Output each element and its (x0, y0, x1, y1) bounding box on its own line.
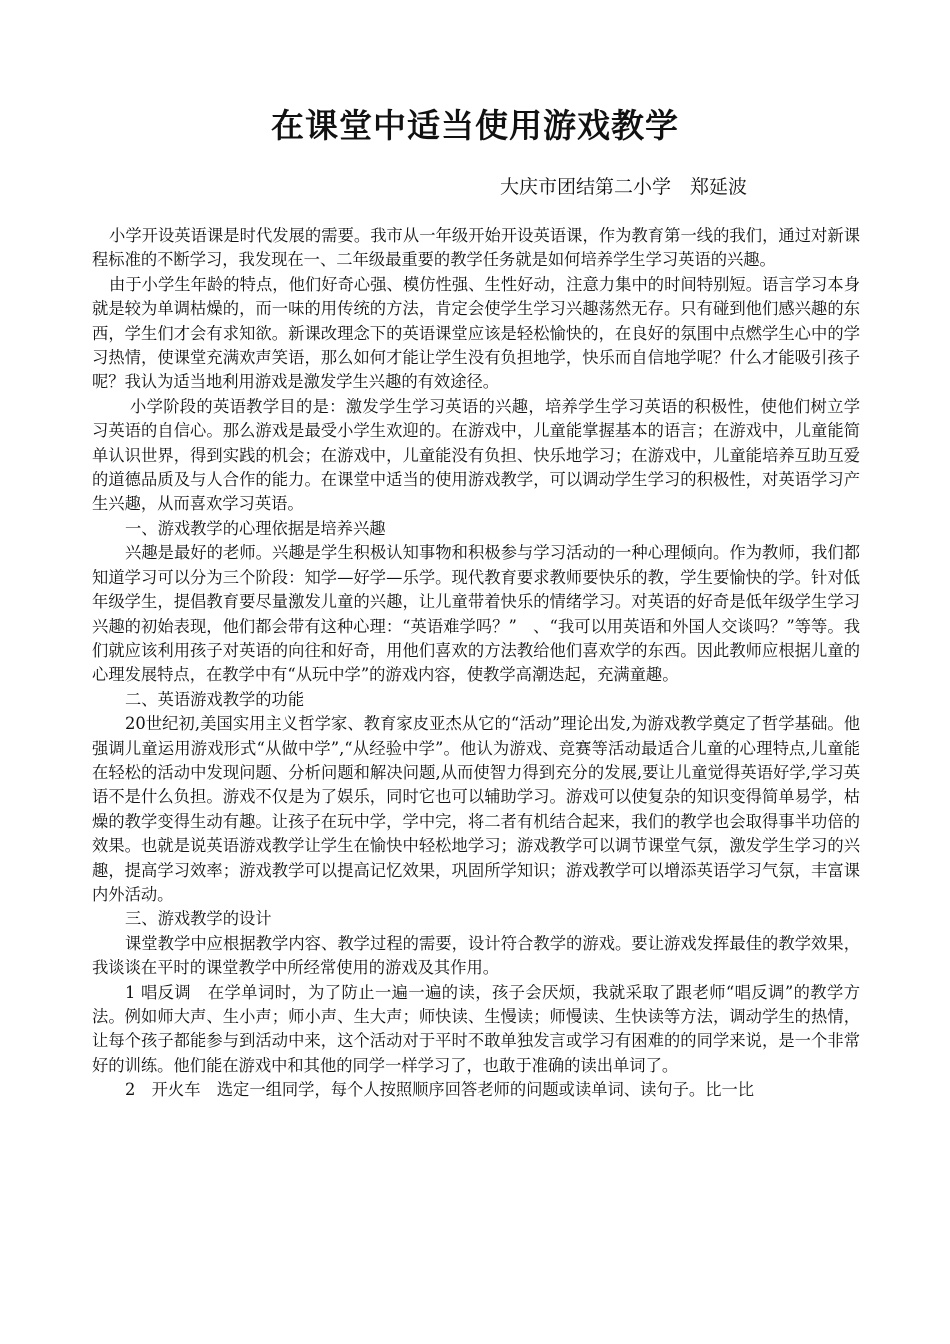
author-line: 大庆市团结第二小学 郑延波 (500, 176, 748, 198)
body-paragraph: 兴趣是最好的老师。兴趣是学生积极认知事物和积极参与学习活动的一种心理倾向。作为教师，我们都知道学习可以分为三个阶段：知学—好学—乐学。现代教育要求教师要快乐的教，学生要愉快的学。针对低年级学生，提倡教育要尽量激发儿童的兴趣，让儿童带着快乐的情绪学习。对英语的好奇是低年级学生学习兴趣的初始表现，他们都会带有这种心理：“英语难学吗？” 、“我可以用英语和外国人交谈吗？”等等。我们就应该利用孩子对英语的向往和好奇，用他们喜欢的方法教给他们喜欢学的东西。因此教师应根据儿童的心理发展特点，在教学中有“从玩中学”的游戏内容，使教学高潮迭起，充满童趣。 (92, 543, 860, 685)
document-title: 在课堂中适当使用游戏教学 (271, 106, 679, 145)
body-paragraph: 20世纪初,美国实用主义哲学家、教育家皮亚杰从它的“活动”理论出发,为游戏教学奠定了哲学基础。他强调儿童运用游戏形式“从做中学”,“从经验中学”。他认为游戏、竞赛等活动最适合儿童的心理特点,儿童能在轻松的活动中发现问题、分析问题和解决问题,从而使智力得到充分的发展,要让儿童觉得英语好学,学习英语不是什么负担。游戏不仅是为了娱乐，同时它也可以辅助学习。游戏可以使复杂的知识变得简单易学，枯燥的教学变得生动有趣。让孩子在玩中学，学中完，将二者有机结合起来，我们的教学也会取得事半功倍的效果。也就是说英语游戏教学让学生在愉快中轻松地学习；游戏教学可以调节课堂气氛，激发学生学习的兴趣，提高学习效率；游戏教学可以提高记忆效果，巩固所学知识；游戏教学可以增添英语学习气氛，丰富课内外活动。 (92, 714, 860, 904)
body-paragraph: 小学开设英语课是时代发展的需要。我市从一年级开始开设英语课，作为教育第一线的我们，通过对新课程标准的不断学习，我发现在一、二年级最重要的教学任务就是如何培养学生学习英语的兴趣。 (92, 226, 860, 270)
body-paragraph: 1 唱反调 在学单词时，为了防止一遍一遍的读，孩子会厌烦，我就采取了跟老师“唱反调”的教学方法。例如师大声、生小声；师小声、生大声；师快读、生慢读；师慢读、生快读等方法，调动学生的热情，让每个孩子都能参与到活动中来，这个活动对于平时不敢单独发言或学习有困难的的同学来说，是一个非常好的训练。他们能在游戏中和其他的同学一样学习了，也敢于准确的读出单词了。 (92, 982, 860, 1075)
body-paragraph: 由于小学生年龄的特点，他们好奇心强、模仿性强、生性好动，注意力集中的时间特别短。语言学习本身就是较为单调枯燥的，而一味的用传统的方法，肯定会使学生学习兴趣荡然无存。只有碰到他们感兴趣的东西，学生们才会有求知欲。新课改理念下的英语课堂应该是轻松愉快的，在良好的氛围中点燃学生心中的学习热情，使课堂充满欢声笑语，那么如何才能让学生没有负担地学，快乐而自信地学呢？什么才能吸引孩子呢？我认为适当地利用游戏是激发学生兴趣的有效途径。 (92, 274, 860, 392)
body-paragraph: 三、游戏教学的设计 (125, 909, 272, 929)
body-paragraph: 2 开火车 选定一组同学，每个人按照顺序回答老师的问题或读单词、读句子。比一比 (125, 1080, 755, 1100)
document-body (92, 224, 860, 1103)
body-paragraph: 一、游戏教学的心理依据是培养兴趣 (125, 518, 386, 538)
body-paragraph: 课堂教学中应根据教学内容、教学过程的需要，设计符合教学的游戏。要让游戏发挥最佳的教学效果，我谈谈在平时的课堂教学中所经常使用的游戏及其作用。 (92, 933, 860, 978)
body-paragraph: 二、英语游戏教学的功能 (125, 689, 305, 709)
body-paragraph: 小学阶段的英语教学目的是：激发学生学习英语的兴趣，培养学生学习英语的积极性，使他们树立学习英语的自信心。那么游戏是最受小学生欢迎的。在游戏中，儿童能掌握基本的语言；在游戏中，儿童能简单认识世界，得到实践的机会；在游戏中，儿童能没有负担、快乐地学习；在游戏中，儿童能培养互助互爱的道德品质及与人合作的能力。在课堂中适当的使用游戏教学，可以调动学生学习的积极性，对英语学习产生兴趣，从而喜欢学习英语。 (92, 396, 860, 514)
